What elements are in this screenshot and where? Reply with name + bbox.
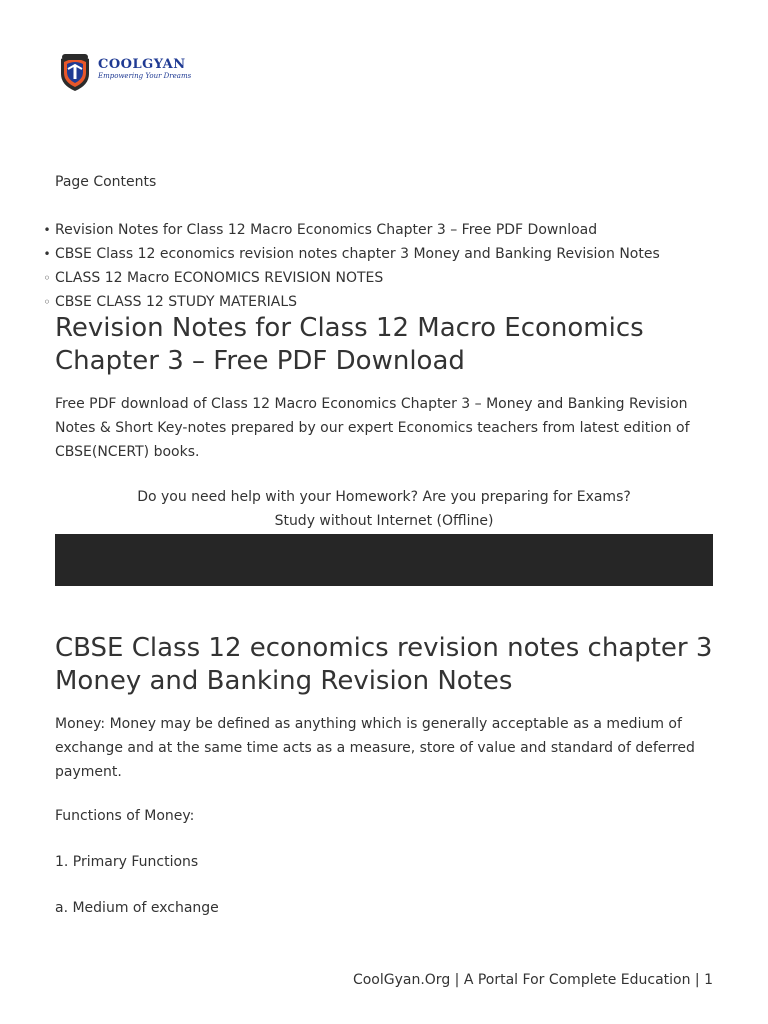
table-of-contents (43, 218, 660, 314)
toc-item[interactable] (43, 290, 660, 314)
homework-help-line: Do you need help with your Homework? Are you preparing for Exams? (137, 489, 631, 505)
coolgyan-logo[interactable] (55, 50, 195, 94)
primary-functions-label: 1. Primary Functions (55, 854, 199, 870)
toc-bullet: • (43, 223, 51, 237)
functions-of-money-label: Functions of Money: (55, 808, 195, 824)
medium-of-exchange-label: a. Medium of exchange (55, 900, 219, 916)
toc-link[interactable]: CBSE Class 12 economics revision notes chapter 3 Money and Banking Revision Notes (55, 246, 660, 262)
section-heading-money-banking: CBSE Class 12 economics revision notes chapter 3 Money and Banking Revision Notes (55, 633, 713, 696)
intro-paragraph: Free PDF download of Class 12 Macro Economics Chapter 3 – Money and Banking Revision Notes & Short Key-notes prepared by our expert Economics teachers from latest edition of CBSE(NCERT) books. (55, 396, 690, 460)
toc-item[interactable] (43, 242, 660, 266)
logo-emblem-icon (55, 50, 95, 92)
toc-link[interactable]: Revision Notes for Class 12 Macro Economics Chapter 3 – Free PDF Download (55, 222, 598, 238)
offline-study-line: Study without Internet (Offline) (274, 513, 494, 529)
page-contents-label: Page Contents (55, 174, 157, 190)
toc-item[interactable] (43, 218, 660, 242)
logo-name: COOLGYAN (98, 57, 186, 72)
dark-banner (55, 534, 713, 586)
page-footer: CoolGyan.Org | A Portal For Complete Education | 1 (352, 972, 713, 988)
toc-bullet: ◦ (43, 271, 51, 285)
money-definition-paragraph: Money: Money may be defined as anything which is generally acceptable as a medium of exchange and at the same time acts as a measure, store of value and standard of deferred payment. (55, 716, 695, 780)
toc-link[interactable]: CLASS 12 Macro ECONOMICS REVISION NOTES (55, 270, 384, 286)
toc-bullet: • (43, 247, 51, 261)
toc-link[interactable]: CBSE CLASS 12 STUDY MATERIALS (55, 294, 298, 310)
logo-tagline: Empowering Your Dreams (98, 72, 192, 80)
toc-item[interactable] (43, 266, 660, 290)
section-heading-revision-notes: Revision Notes for Class 12 Macro Economics Chapter 3 – Free PDF Download (55, 313, 644, 376)
toc-bullet: ◦ (43, 295, 51, 309)
